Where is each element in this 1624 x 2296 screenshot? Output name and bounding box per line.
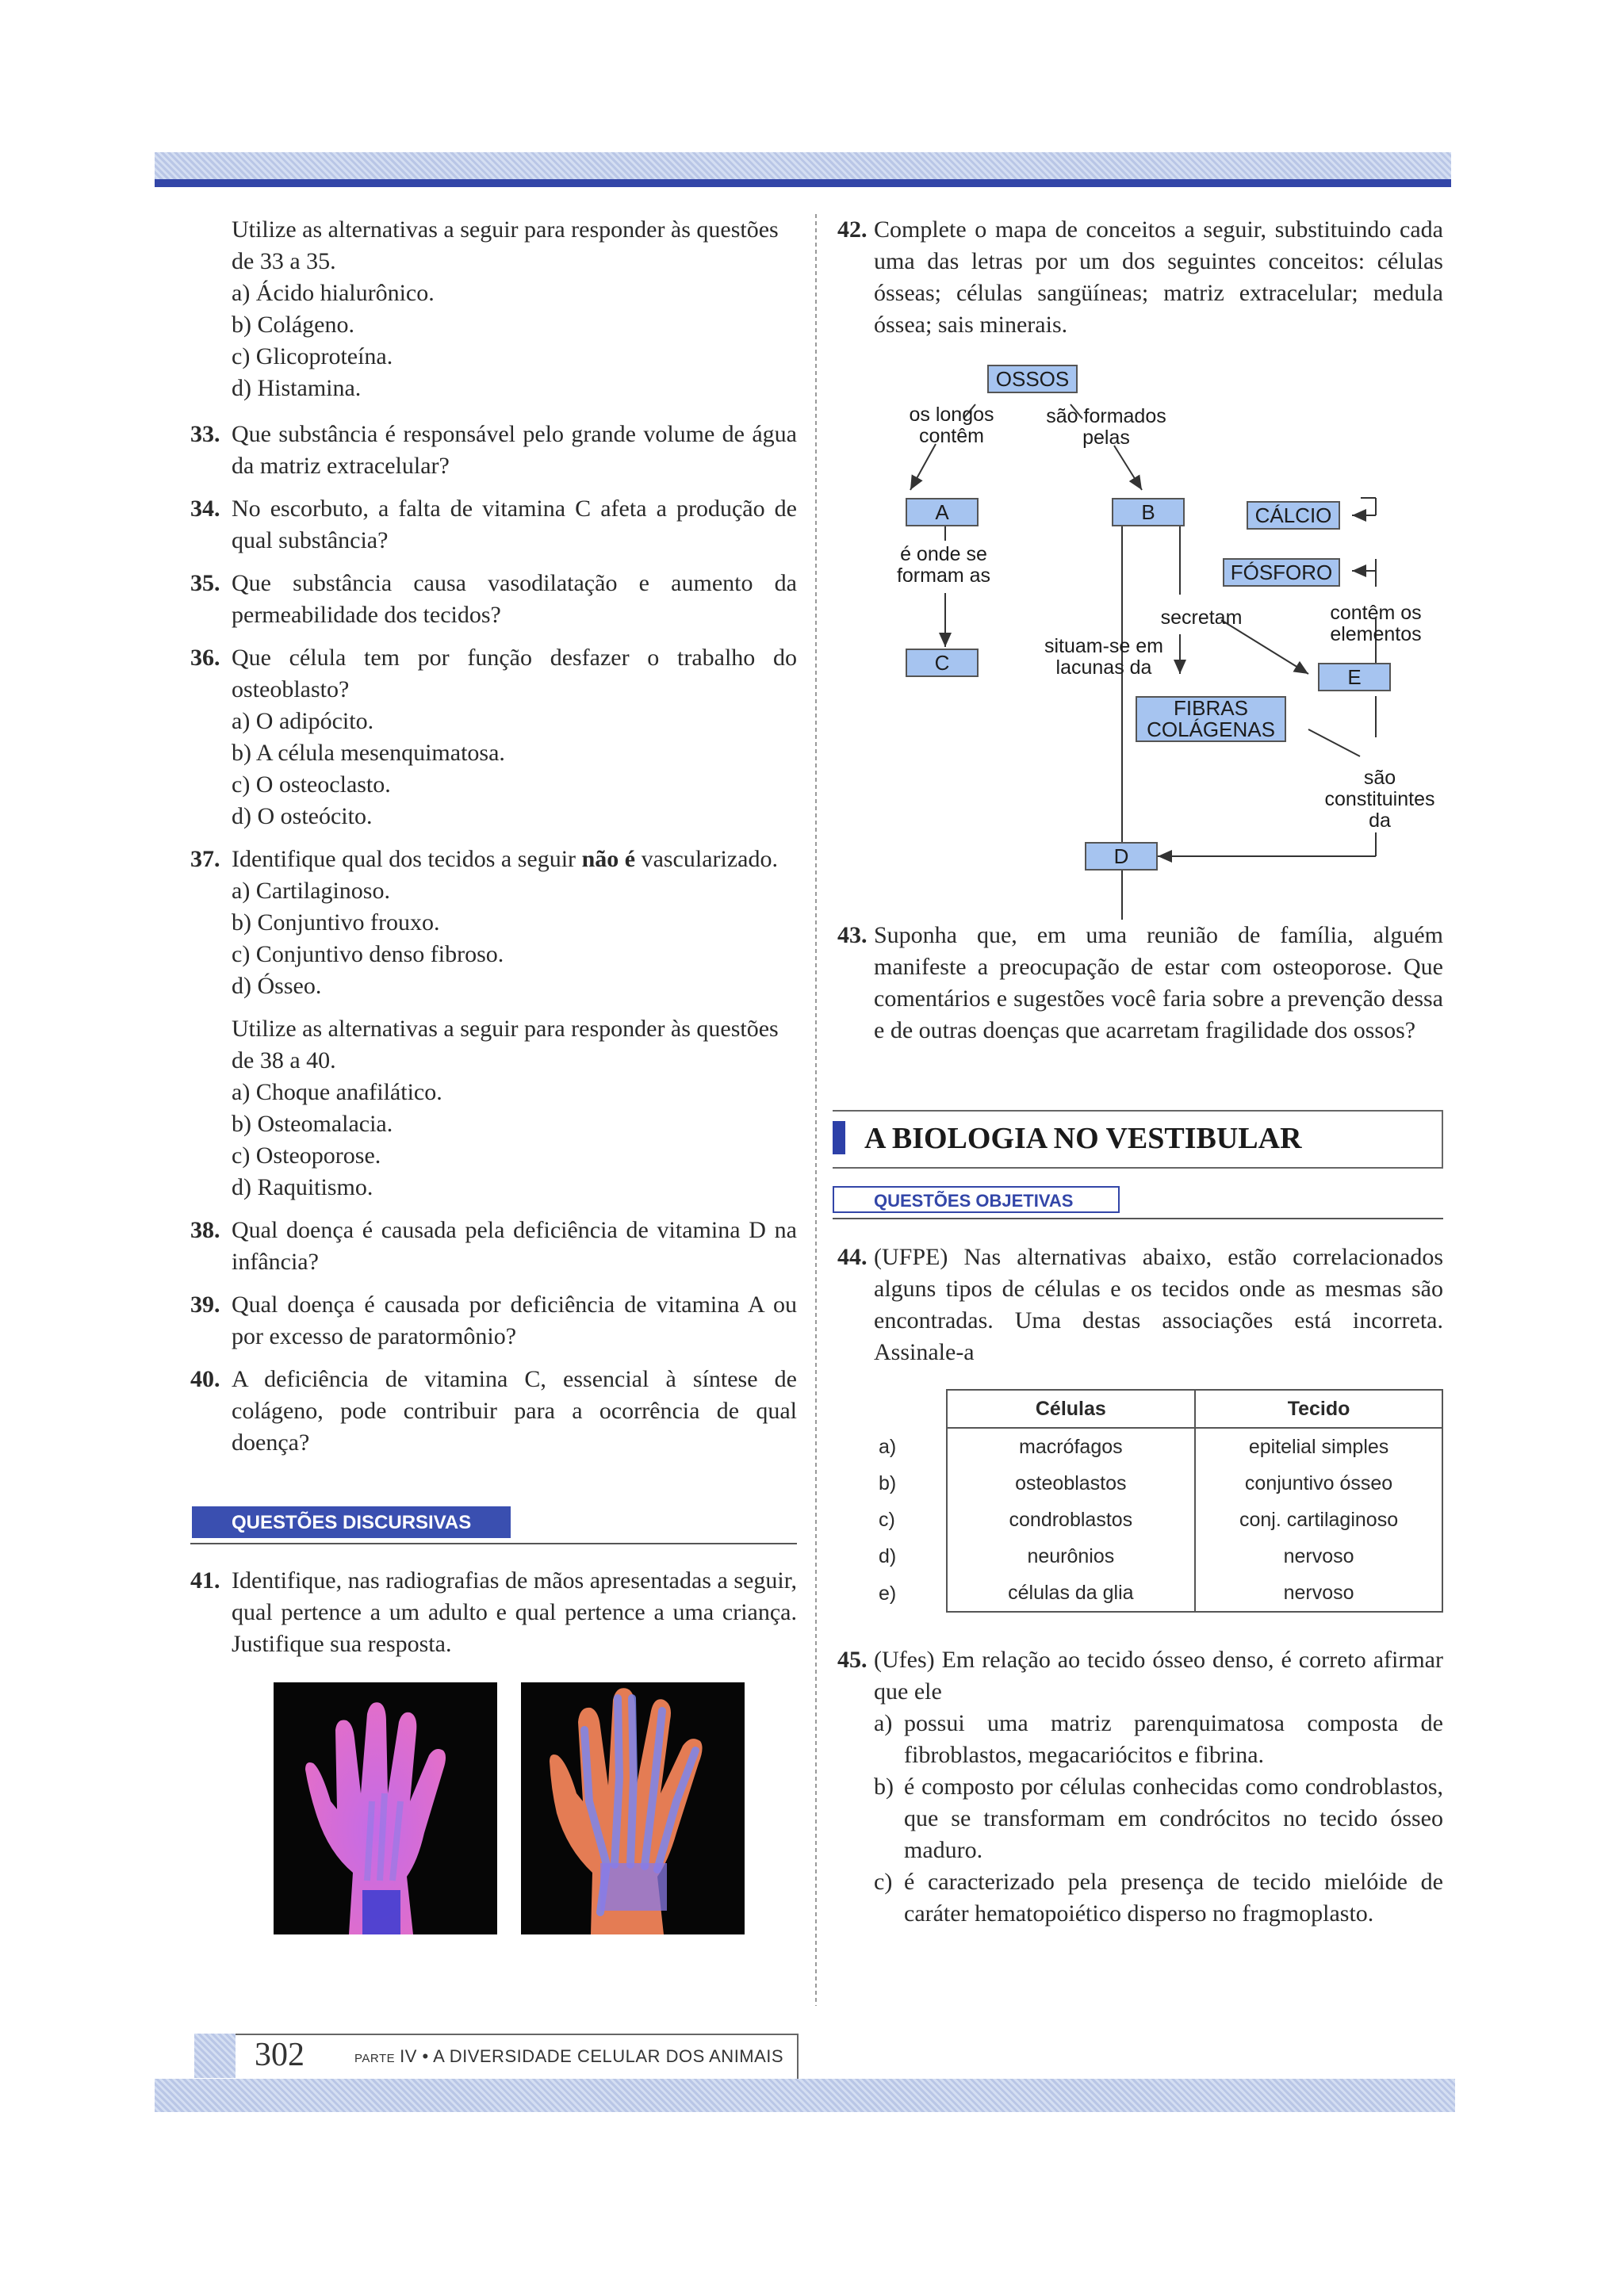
node-e: E — [1318, 663, 1391, 691]
table-row — [833, 1465, 1442, 1502]
option: d) Ósseo. — [232, 973, 322, 999]
question-number: 34. — [190, 496, 220, 522]
hand-xrays — [274, 1682, 797, 1934]
cell-type: células da glia — [947, 1575, 1196, 1612]
question-42 — [833, 214, 1443, 341]
option-letter: c) — [874, 1869, 893, 1895]
node-fibras-colagenas — [1136, 696, 1286, 742]
tissue: conj. cartilaginoso — [1195, 1502, 1442, 1538]
edge-label-onde — [880, 544, 1007, 587]
question-35 — [190, 568, 797, 631]
edge-label-line: lacunas da — [1055, 656, 1152, 679]
edge-label-line: pelas — [1082, 427, 1130, 449]
option: b) Conjuntivo frouxo. — [232, 909, 440, 936]
question-number: 40. — [190, 1366, 220, 1392]
concept-map — [833, 357, 1443, 920]
question-43 — [833, 920, 1443, 1047]
row-letter: c) — [879, 1509, 895, 1531]
cell-type: condroblastos — [947, 1502, 1196, 1538]
question-number: 36. — [190, 645, 220, 671]
bottom-decorative-band — [155, 2079, 1455, 2112]
question-text: Que substância causa vasodilatação e aumento da permeabilidade dos tecidos? — [232, 570, 797, 628]
edge-label-contem — [1308, 603, 1443, 645]
option-letter: b) — [874, 1774, 894, 1800]
node-line: COLÁGENAS — [1147, 718, 1275, 741]
part-title — [354, 2046, 783, 2067]
empty-cell — [833, 1390, 947, 1428]
edge-label-situam — [1032, 636, 1175, 679]
option: c) Glicoproteína. — [232, 343, 393, 369]
edge-label-line: elementos — [1330, 623, 1422, 645]
table-row — [833, 1538, 1442, 1575]
option: a) Choque anafilático. — [232, 1079, 442, 1105]
option: c) Osteoporose. — [232, 1142, 381, 1169]
options-38-40 — [232, 1077, 797, 1203]
cells-tissue-table — [833, 1389, 1443, 1613]
footer-shade — [194, 2034, 236, 2078]
node-line: FIBRAS — [1174, 696, 1248, 720]
question-text: (UFPE) Nas alternativas abaixo, estão correlacionados alguns tipos de células e os tecidos onde as mesmas são encontradas. Uma destas associações está incorreta. Assinale-a — [874, 1244, 1443, 1365]
option: d) O osteócito. — [232, 803, 373, 829]
question-36 — [190, 642, 797, 832]
page-footer — [155, 2034, 1451, 2078]
question-number: 44. — [837, 1244, 868, 1270]
question-37 — [190, 844, 797, 1002]
edge-label-line: os longos — [909, 404, 994, 426]
question-text: Qual doença é causada por deficiência de vitamina A ou por excesso de paratormônio? — [232, 1292, 797, 1349]
question-text: No escorbuto, a falta de vitamina C afeta a produção de qual substância? — [232, 496, 797, 553]
option: a) Cartilaginoso. — [232, 878, 390, 904]
question-text: A deficiência de vitamina C, essencial à síntese de colágeno, pode contribuir para a ocorrência de qual doença? — [232, 1366, 797, 1456]
question-text: Que célula tem por função desfazer o trabalho do osteoblasto? — [232, 645, 797, 702]
cell-type: macrófagos — [947, 1428, 1196, 1465]
node-a: A — [906, 498, 979, 526]
left-column — [190, 214, 797, 1934]
node-ossos: OSSOS — [987, 365, 1078, 393]
part-text: IV • A DIVERSIDADE CELULAR DOS ANIMAIS — [400, 2046, 784, 2066]
node-c: C — [906, 649, 979, 677]
options-33-35 — [232, 277, 797, 404]
edge-label-line: são — [1363, 767, 1396, 789]
row-letter: a) — [879, 1435, 897, 1458]
question-number: 45. — [837, 1647, 868, 1673]
cell-type: neurônios — [947, 1538, 1196, 1575]
intro-33-35: Utilize as alternativas a seguir para responder às questões de 33 a 35. — [232, 216, 779, 274]
table-row — [833, 1428, 1442, 1465]
section-label: QUESTÕES DISCURSIVAS — [192, 1506, 511, 1538]
tissue: nervoso — [1195, 1575, 1442, 1612]
edge-label-longos — [880, 404, 1023, 447]
tissue: epitelial simples — [1195, 1428, 1442, 1465]
option — [874, 1866, 1443, 1930]
question-33 — [190, 419, 797, 482]
top-rule — [155, 179, 1451, 187]
node-b: B — [1112, 498, 1185, 526]
edge-label-line: contêm — [919, 425, 984, 447]
edge-label-line: contêm os — [1330, 602, 1422, 624]
question-text: Que substância é responsável pelo grande volume de água da matriz extracelular? — [232, 421, 797, 479]
row-letter: b) — [879, 1472, 897, 1494]
column-header: Tecido — [1195, 1390, 1442, 1428]
option: c) Conjuntivo denso fibroso. — [232, 941, 504, 967]
node-fosforo: FÓSFORO — [1223, 558, 1340, 587]
node-d: D — [1085, 842, 1158, 871]
section-label: QUESTÕES OBJETIVAS — [833, 1186, 1120, 1213]
intro-38-40: Utilize as alternativas a seguir para responder às questões de 38 a 40. — [232, 1016, 779, 1073]
option-text: é composto por células conhecidas como condroblastos, que se transformam em condrócitos no tecido ósseo maduro. — [904, 1774, 1443, 1863]
edge-label-secretam: secretam — [1160, 607, 1243, 629]
option — [874, 1771, 1443, 1866]
question-45 — [833, 1644, 1443, 1930]
column-divider — [815, 214, 817, 2006]
option-letter: a) — [874, 1710, 893, 1736]
question-text-end: vascularizado. — [635, 846, 778, 872]
page-number: 302 — [255, 2037, 304, 2073]
cell-type: osteoblastos — [947, 1465, 1196, 1502]
option: d) Histamina. — [232, 375, 362, 401]
question-number: 43. — [837, 922, 868, 948]
edge-label-line: constituintes — [1324, 788, 1435, 810]
section-title: A BIOLOGIA NO VESTIBULAR — [864, 1122, 1302, 1155]
option: b) Colágeno. — [232, 312, 354, 338]
table-header-row — [833, 1390, 1442, 1428]
question-34 — [190, 493, 797, 557]
question-number: 38. — [190, 1217, 220, 1243]
edge-label-constituintes — [1308, 767, 1451, 832]
edge-label-line: são formados — [1046, 405, 1166, 427]
edge-label-line: situam-se em — [1044, 635, 1164, 657]
edge-label-line: formam as — [896, 564, 991, 587]
question-44 — [833, 1242, 1443, 1368]
question-text: Complete o mapa de conceitos a seguir, substituindo cada uma das letras por um dos seguintes conceitos: células ósseas; células sangüíneas; matriz extracelular; medula óssea; sais minerais. — [874, 216, 1443, 338]
question-number: 37. — [190, 846, 220, 872]
column-header: Células — [947, 1390, 1196, 1428]
question-number: 39. — [190, 1292, 220, 1318]
option-text: possui uma matriz parenquimatosa composta de fibroblastos, megacariócitos e fibrina. — [904, 1710, 1443, 1768]
question-text: Suponha que, em uma reunião de família, alguém manifeste a preocupação de estar com osteoporose. Que comentários e sugestões você faria sobre a prevenção dessa e de outras doenças que acarretam fragilidade dos ossos? — [874, 922, 1443, 1043]
question-number: 33. — [190, 421, 220, 447]
question-emphasis: não é — [581, 846, 636, 872]
question-39 — [190, 1289, 797, 1353]
header-square — [833, 1121, 845, 1154]
edge-label-line: da — [1369, 809, 1391, 832]
right-column — [833, 214, 1443, 1930]
part-small: PARTE — [354, 2052, 396, 2065]
table-row — [833, 1575, 1442, 1612]
question-text: Identifique, nas radiografias de mãos apresentadas a seguir, qual pertence a um adulto e qual pertence a uma criança. Justifique sua resposta. — [232, 1567, 797, 1657]
question-38 — [190, 1215, 797, 1278]
question-text: Identifique qual dos tecidos a seguir — [232, 846, 582, 872]
objetivas-header — [833, 1186, 1443, 1219]
vestibular-header — [833, 1110, 1443, 1169]
node-calcio: CÁLCIO — [1247, 501, 1340, 530]
row-letter: d) — [879, 1545, 897, 1567]
tissue: conjuntivo ósseo — [1195, 1465, 1442, 1502]
question-41 — [190, 1565, 797, 1660]
option-text: é caracterizado pela presença de tecido mielóide de caráter hematopoiético disperso no fragmoplasto. — [904, 1869, 1443, 1927]
option: d) Raquitismo. — [232, 1174, 373, 1200]
question-text: (Ufes) Em relação ao tecido ósseo denso, é correto afirmar que ele — [874, 1647, 1443, 1705]
question-number: 41. — [190, 1567, 220, 1594]
table-row — [833, 1502, 1442, 1538]
question-40 — [190, 1364, 797, 1459]
edge-label-line: é onde se — [900, 543, 987, 565]
question-number: 42. — [837, 216, 868, 243]
hand-xray-right-image — [521, 1682, 745, 1934]
option: a) O adipócito. — [232, 708, 374, 734]
question-number: 35. — [190, 570, 220, 596]
discursivas-header — [190, 1506, 797, 1544]
option: a) Ácido hialurônico. — [232, 280, 435, 306]
hand-xray-left-image — [274, 1682, 497, 1934]
top-decorative-band — [155, 152, 1451, 187]
tissue: nervoso — [1195, 1538, 1442, 1575]
question-text: Qual doença é causada pela deficiência de vitamina D na infância? — [232, 1217, 797, 1275]
option: b) Osteomalacia. — [232, 1111, 393, 1137]
option: b) A célula mesenquimatosa. — [232, 740, 505, 766]
option: c) O osteoclasto. — [232, 771, 391, 798]
edge-label-formados — [1027, 406, 1185, 449]
row-letter: e) — [879, 1582, 897, 1605]
option — [874, 1708, 1443, 1771]
